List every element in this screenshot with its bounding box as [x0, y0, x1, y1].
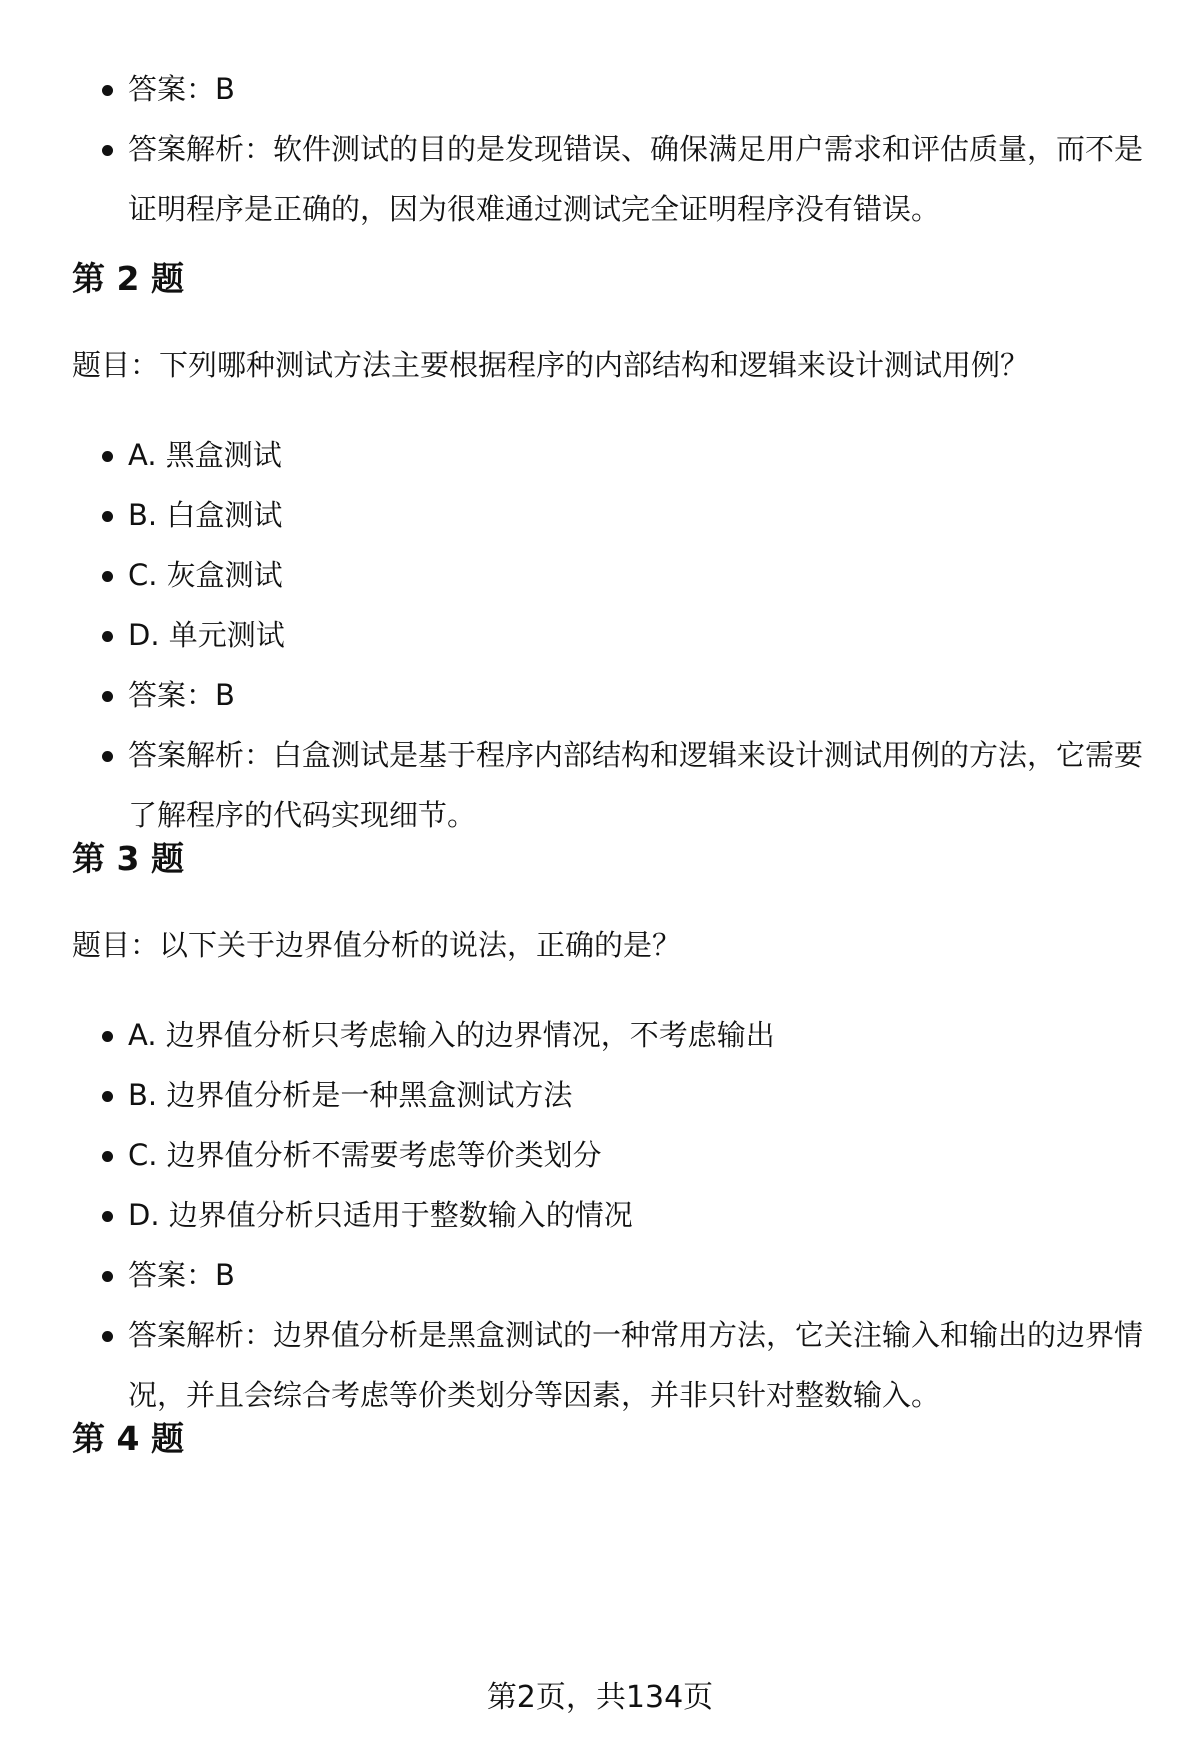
- answer-text: 答案：B: [128, 1258, 235, 1292]
- option-text: A. 黑盒测试: [128, 438, 282, 472]
- explanation-item: [72, 1305, 1152, 1425]
- bullet-icon: [102, 691, 113, 702]
- bullet-icon: [102, 1031, 113, 1042]
- bullet-icon: [102, 511, 113, 522]
- option-item: [72, 1065, 1152, 1125]
- answer-item: [72, 665, 1152, 725]
- answer-item: [72, 1245, 1152, 1305]
- explanation-text: 答案解析：边界值分析是黑盒测试的一种常用方法，它关注输入和输出的边界情况，并且会综合考虑等价类划分等因素，并非只针对整数输入。: [128, 1318, 1144, 1412]
- option-item: [72, 545, 1152, 605]
- option-text: B. 白盒测试: [128, 498, 283, 532]
- option-item: [72, 1125, 1152, 1185]
- q3-options-list: [72, 1005, 1152, 1425]
- bullet-icon: [102, 85, 113, 96]
- bullet-icon: [102, 145, 113, 156]
- bullet-icon: [102, 751, 113, 762]
- answer-text: 答案：B: [128, 72, 235, 106]
- option-text: C. 灰盒测试: [128, 558, 283, 592]
- option-item: [72, 1005, 1152, 1065]
- explanation-item: [72, 119, 1152, 239]
- question-stem: 题目：下列哪种测试方法主要根据程序的内部结构和逻辑来设计测试用例？: [72, 348, 1030, 382]
- answer-item: [72, 59, 1152, 119]
- explanation-item: [72, 725, 1152, 845]
- option-text: B. 边界值分析是一种黑盒测试方法: [128, 1078, 573, 1112]
- page-number: 第2页，共134页: [486, 1680, 714, 1715]
- option-text: D. 单元测试: [128, 618, 285, 652]
- option-text: C. 边界值分析不需要考虑等价类划分: [128, 1138, 602, 1172]
- option-item: [72, 425, 1152, 485]
- q1-tail: [72, 59, 1152, 239]
- q1-list: [72, 59, 1152, 239]
- bullet-icon: [102, 451, 113, 462]
- bullet-icon: [102, 1271, 113, 1282]
- option-item: [72, 1185, 1152, 1245]
- question-heading: 第 4 题: [72, 1419, 184, 1458]
- option-text: D. 边界值分析只适用于整数输入的情况: [128, 1198, 633, 1232]
- explanation-text: 答案解析：软件测试的目的是发现错误、确保满足用户需求和评估质量，而不是证明程序是正确的，因为很难通过测试完全证明程序没有错误。: [128, 132, 1144, 226]
- option-text: A. 边界值分析只考虑输入的边界情况，不考虑输出: [128, 1018, 775, 1052]
- explanation-text: 答案解析：白盒测试是基于程序内部结构和逻辑来设计测试用例的方法，它需要了解程序的代码实现细节。: [128, 738, 1144, 832]
- q2-body: [72, 425, 1152, 845]
- q3-body: [72, 1005, 1152, 1425]
- option-item: [72, 605, 1152, 665]
- bullet-icon: [102, 631, 113, 642]
- answer-text: 答案：B: [128, 678, 235, 712]
- bullet-icon: [102, 1331, 113, 1342]
- bullet-icon: [102, 1091, 113, 1102]
- option-item: [72, 485, 1152, 545]
- bullet-icon: [102, 1151, 113, 1162]
- bullet-icon: [102, 571, 113, 582]
- question-heading: 第 2 题: [72, 259, 184, 298]
- question-heading: 第 3 题: [72, 839, 184, 878]
- bullet-icon: [102, 1211, 113, 1222]
- question-stem: 题目：以下关于边界值分析的说法，正确的是？: [72, 928, 682, 962]
- q2-options-list: [72, 425, 1152, 845]
